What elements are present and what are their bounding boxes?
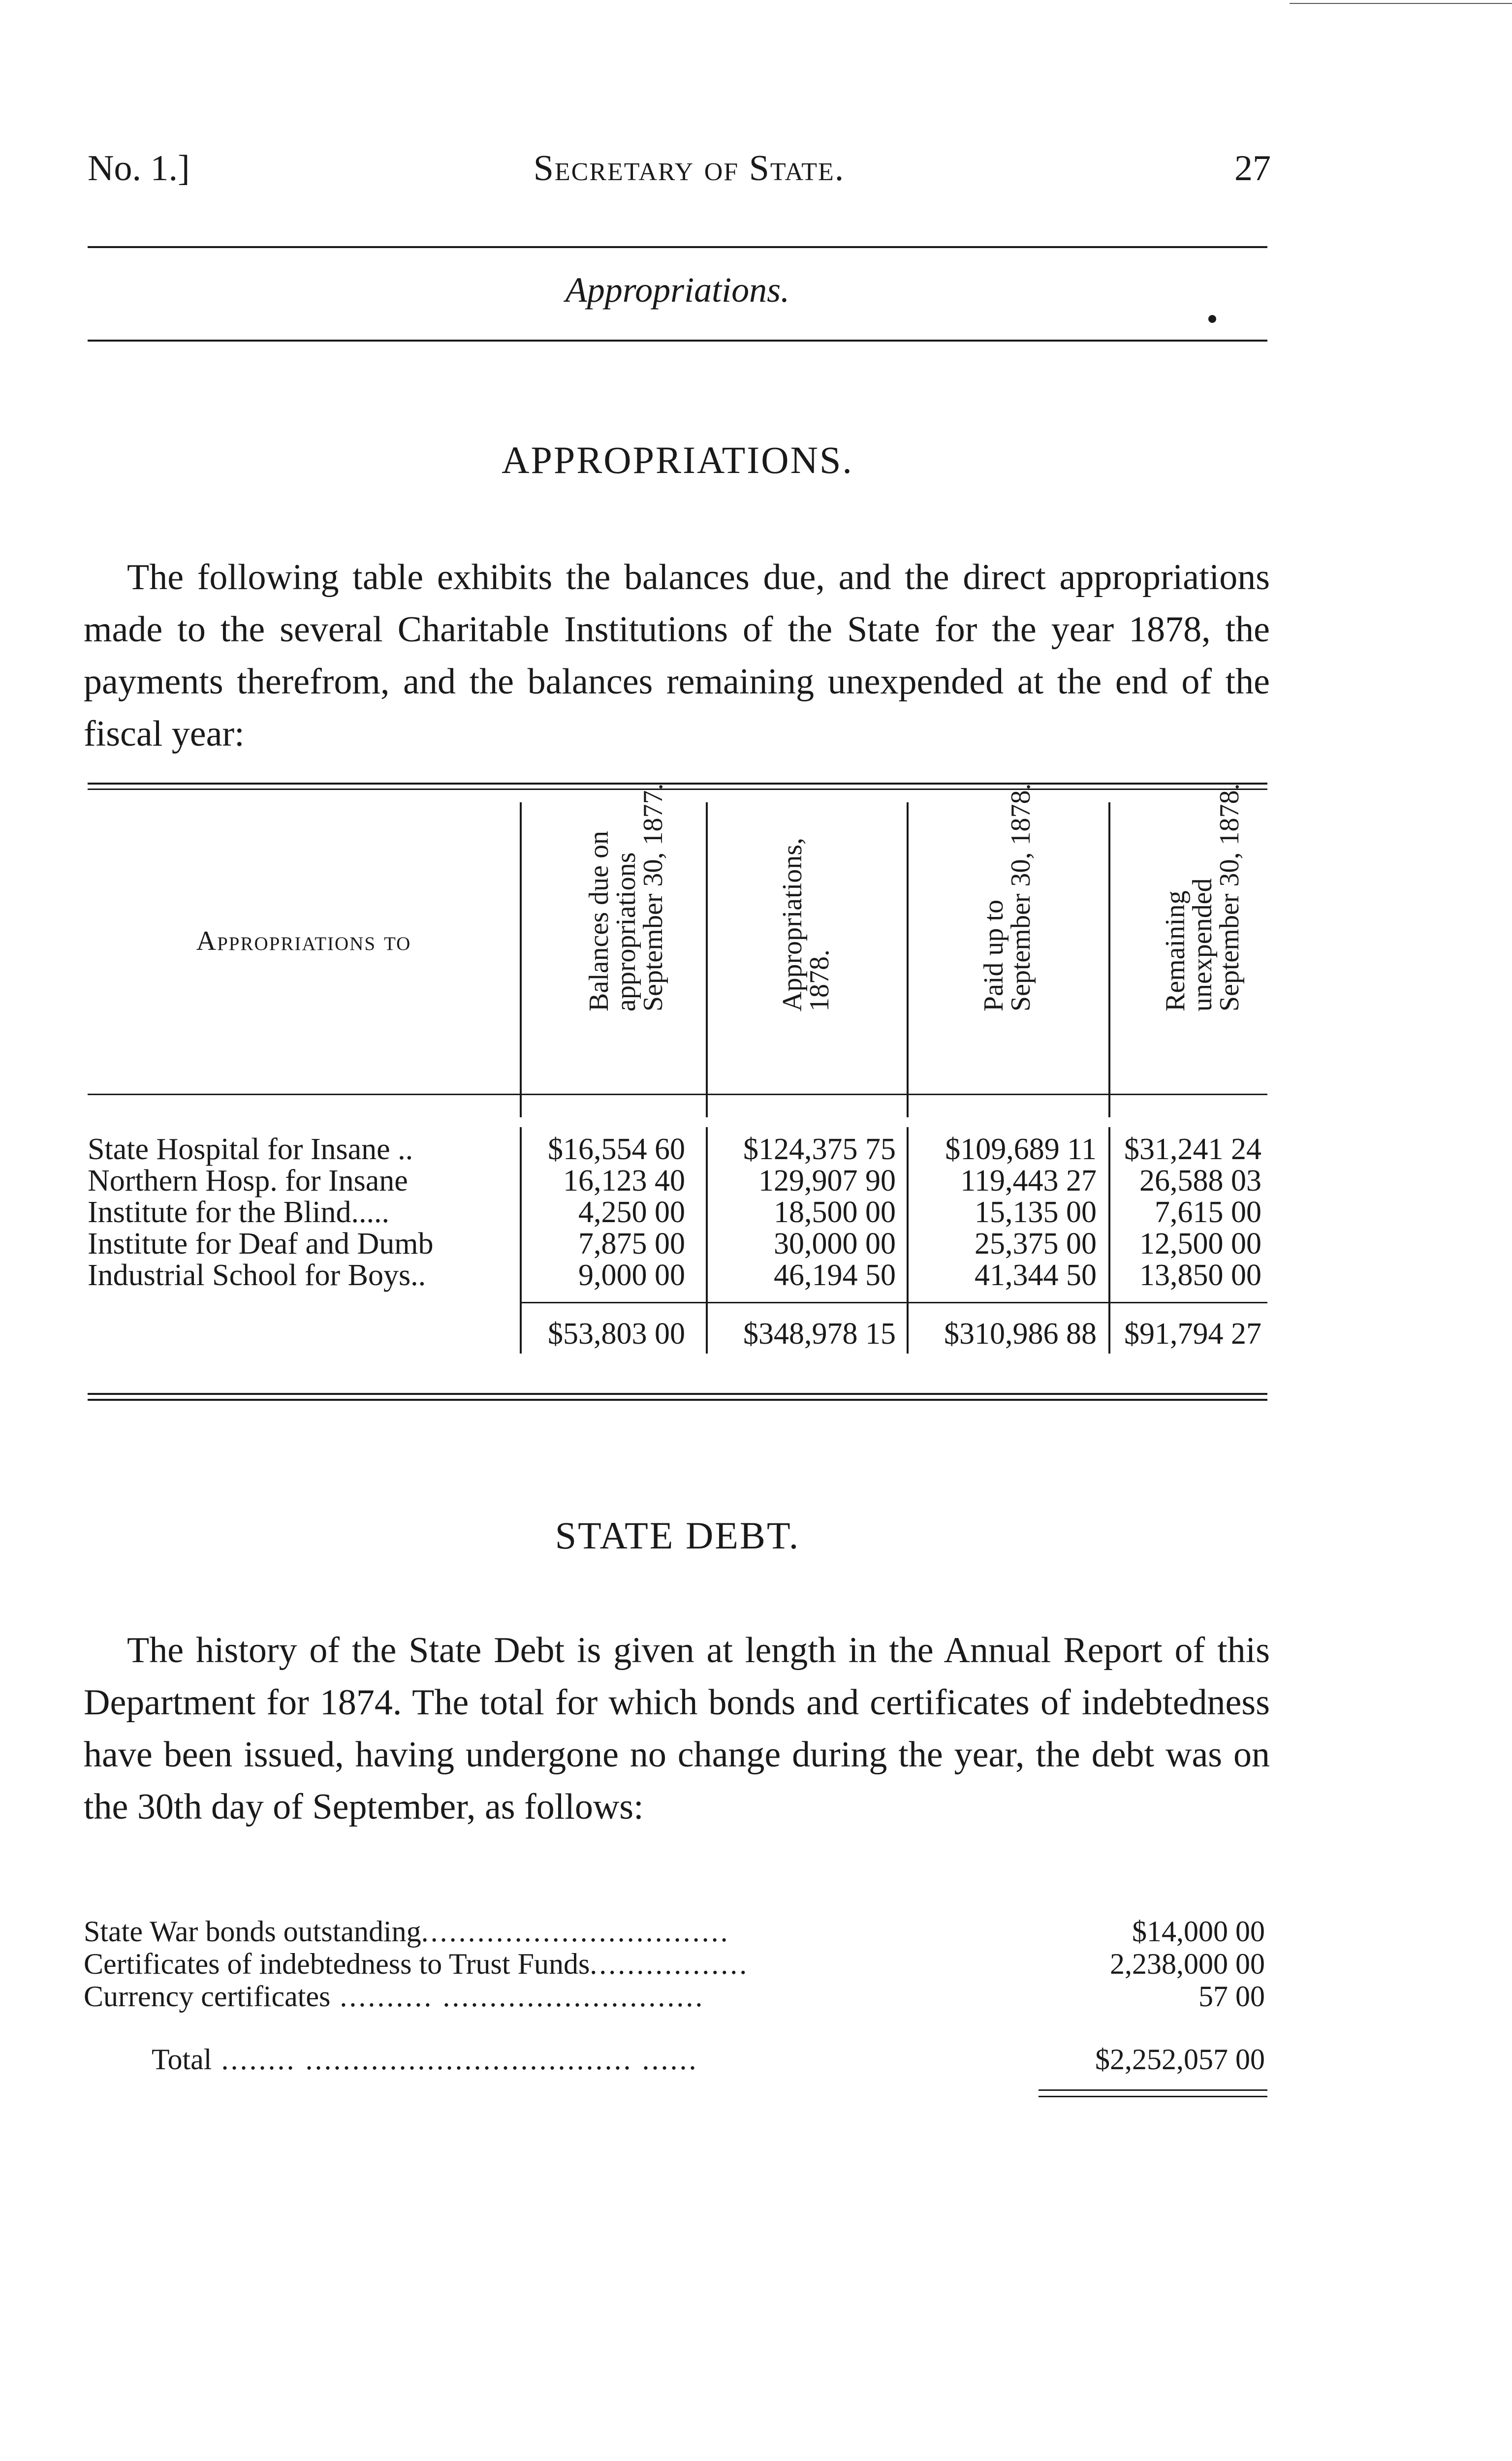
row-remaining: $31,241 24 [1124,1133,1261,1166]
row-name: Industrial School for Boys.. [88,1259,426,1292]
col-header-paid: Paid up to September 30, 1878. [978,783,1036,1011]
col-header-balances: Balances due on appropriations September 30, 1877. [584,783,668,1011]
total-double-rule-1 [1039,2089,1267,2091]
row-paid: 41,344 50 [975,1259,1097,1292]
row-appropriation: 46,194 50 [774,1259,896,1292]
table-row [88,1164,1267,1198]
row-remaining: 7,615 00 [1155,1196,1261,1229]
row-paid: $109,689 11 [945,1133,1097,1166]
debt-item-value: $14,000 00 [1132,1915,1265,1948]
total-balance: $53,803 00 [548,1317,685,1351]
table-rule-bottom-2 [88,1399,1267,1401]
row-appropriation: 129,907 90 [758,1164,896,1198]
col-header-remaining: Remaining unexpended September 30, 1878. [1160,783,1245,1011]
debt-total-line [84,2043,1270,2075]
header-rule-top [88,246,1267,248]
row-appropriation: 30,000 00 [774,1227,896,1261]
scan-edge-line [1290,3,1512,4]
row-name: Institute for the Blind..... [88,1196,390,1229]
row-remaining: 13,850 00 [1139,1259,1261,1292]
row-balance: 7,875 00 [578,1227,685,1261]
row-remaining: 26,588 03 [1139,1164,1261,1198]
row-name: Institute for Deaf and Dumb [88,1227,434,1261]
table-rule-bottom-1 [88,1393,1267,1395]
row-balance: $16,554 60 [548,1133,685,1166]
table-row [88,1195,1267,1227]
total-remaining: $91,794 27 [1124,1317,1261,1351]
row-balance: 16,123 40 [563,1164,685,1198]
row-paid: 25,375 00 [975,1227,1097,1261]
header-center: Secretary of State. [533,148,845,189]
ink-dot [1208,315,1216,323]
debt-line-item [84,1980,1270,2012]
row-name: State Hospital for Insane .. [88,1133,413,1166]
row-appropriation: $124,375 75 [743,1133,896,1166]
row-appropriation: 18,500 00 [774,1196,896,1229]
row-remaining: 12,500 00 [1139,1227,1261,1261]
col-divider-4-head [1108,802,1110,1117]
col-divider-3-head [907,802,909,1117]
col-label-appropriations-to: Appropriations to [196,926,411,956]
debt-item-value: 2,238,000 00 [1110,1948,1265,1980]
row-paid: 15,135 00 [975,1196,1097,1229]
debt-item-label: State War bonds outstanding................................. [84,1915,730,1948]
debt-item-label: Certificates of indebtedness to Trust Funds................. [84,1948,749,1980]
total-appropriation: $348,978 15 [743,1317,896,1351]
debt-item-label: Currency certificates .......... ............................ [84,1980,705,2013]
table-rule-top-2 [88,789,1267,790]
row-balance: 9,000 00 [578,1259,685,1292]
state-debt-heading: STATE DEBT. [555,1514,800,1557]
row-paid: 119,443 27 [960,1164,1097,1198]
table-row [88,1258,1267,1290]
page-number: 27 [1234,148,1271,189]
debt-line-item [84,1947,1270,1980]
table-rule-top-1 [88,783,1267,785]
total-double-rule-2 [1039,2096,1267,2097]
col-divider-1-head [520,802,522,1117]
running-title: Appropriations. [565,270,790,310]
debt-line-item [84,1915,1270,1947]
debt-total-label: Total ........ ................................... ...... [152,2043,698,2076]
appropriations-intro: The following table exhibits the balances due, and the direct appropriations made to the several Charitable Institutions of the State for the year 1878, the payments therefrom, and the balances remaining unexpended at the end of the fiscal year: [84,557,1270,754]
header-left: No. 1.] [88,148,190,189]
debt-total-value: $2,252,057 00 [1095,2043,1265,2076]
col-header-appropriations: Appropriations, 1878. [777,837,835,1011]
header-body-rule [88,1094,1267,1095]
table-totals-row [88,1317,1267,1351]
debt-item-value: 57 00 [1198,1980,1265,2013]
row-name: Northern Hosp. for Insane [88,1164,408,1198]
table-row [88,1132,1267,1164]
appropriations-heading: APPROPRIATIONS. [502,439,853,481]
total-paid: $310,986 88 [944,1317,1097,1351]
col-divider-2-head [706,802,708,1117]
state-debt-text: The history of the State Debt is given at length in the Annual Report of this Department for 1874. The total for which bonds and certificates of indebtedness have been issued, having undergone no change during the year, the debt was on the 30th day of September, as follows: [84,1630,1270,1827]
appropriations-table [88,783,1267,1408]
totals-rule [520,1302,1267,1303]
table-row [88,1227,1267,1261]
header-rule-bottom [88,340,1267,342]
row-balance: 4,250 00 [578,1196,685,1229]
